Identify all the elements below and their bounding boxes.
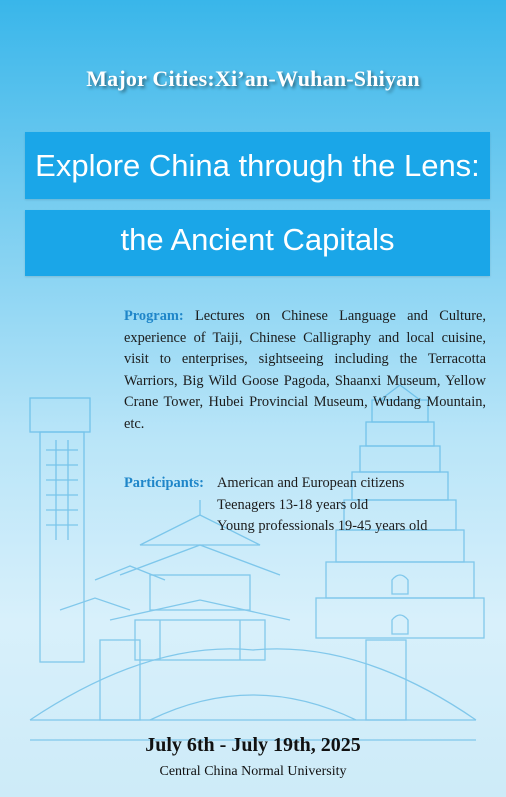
organizer-name: Central China Normal University [159,764,347,779]
title-banner-line-2: the Ancient Capitals [25,210,490,276]
program-label: Program: [124,308,184,324]
title-banner-line-1: Explore China through the Lens: [25,132,490,199]
program-paragraph [124,306,486,435]
participants-line: Young professionals 19-45 years old [217,518,428,534]
participants-list [217,473,427,538]
participants-line: American and European citizens [217,475,405,491]
cities-subtitle: Major Cities:Xi’an-Wuhan-Shiyan [86,66,420,91]
tower-building-graphic [30,398,90,662]
participants-line: Teenagers 13-18 years old [217,496,369,513]
program-text: Lectures on Chinese Language and Culture, experience of Taiji, Chinese Calligraphy and local cuisine, visit to enterprises, sightseeing including the Terracotta Warriors, Big Wild Goose Pagoda, Shaanxi Museum, Yellow Crane Tower, Hubei Provincial Museum, Wudang Mountain, etc. [124,308,486,432]
program-dates: July 6th - July 19th, 2025 [145,734,361,756]
participants-label: Participants: [124,475,204,491]
gate-graphic [30,640,476,740]
